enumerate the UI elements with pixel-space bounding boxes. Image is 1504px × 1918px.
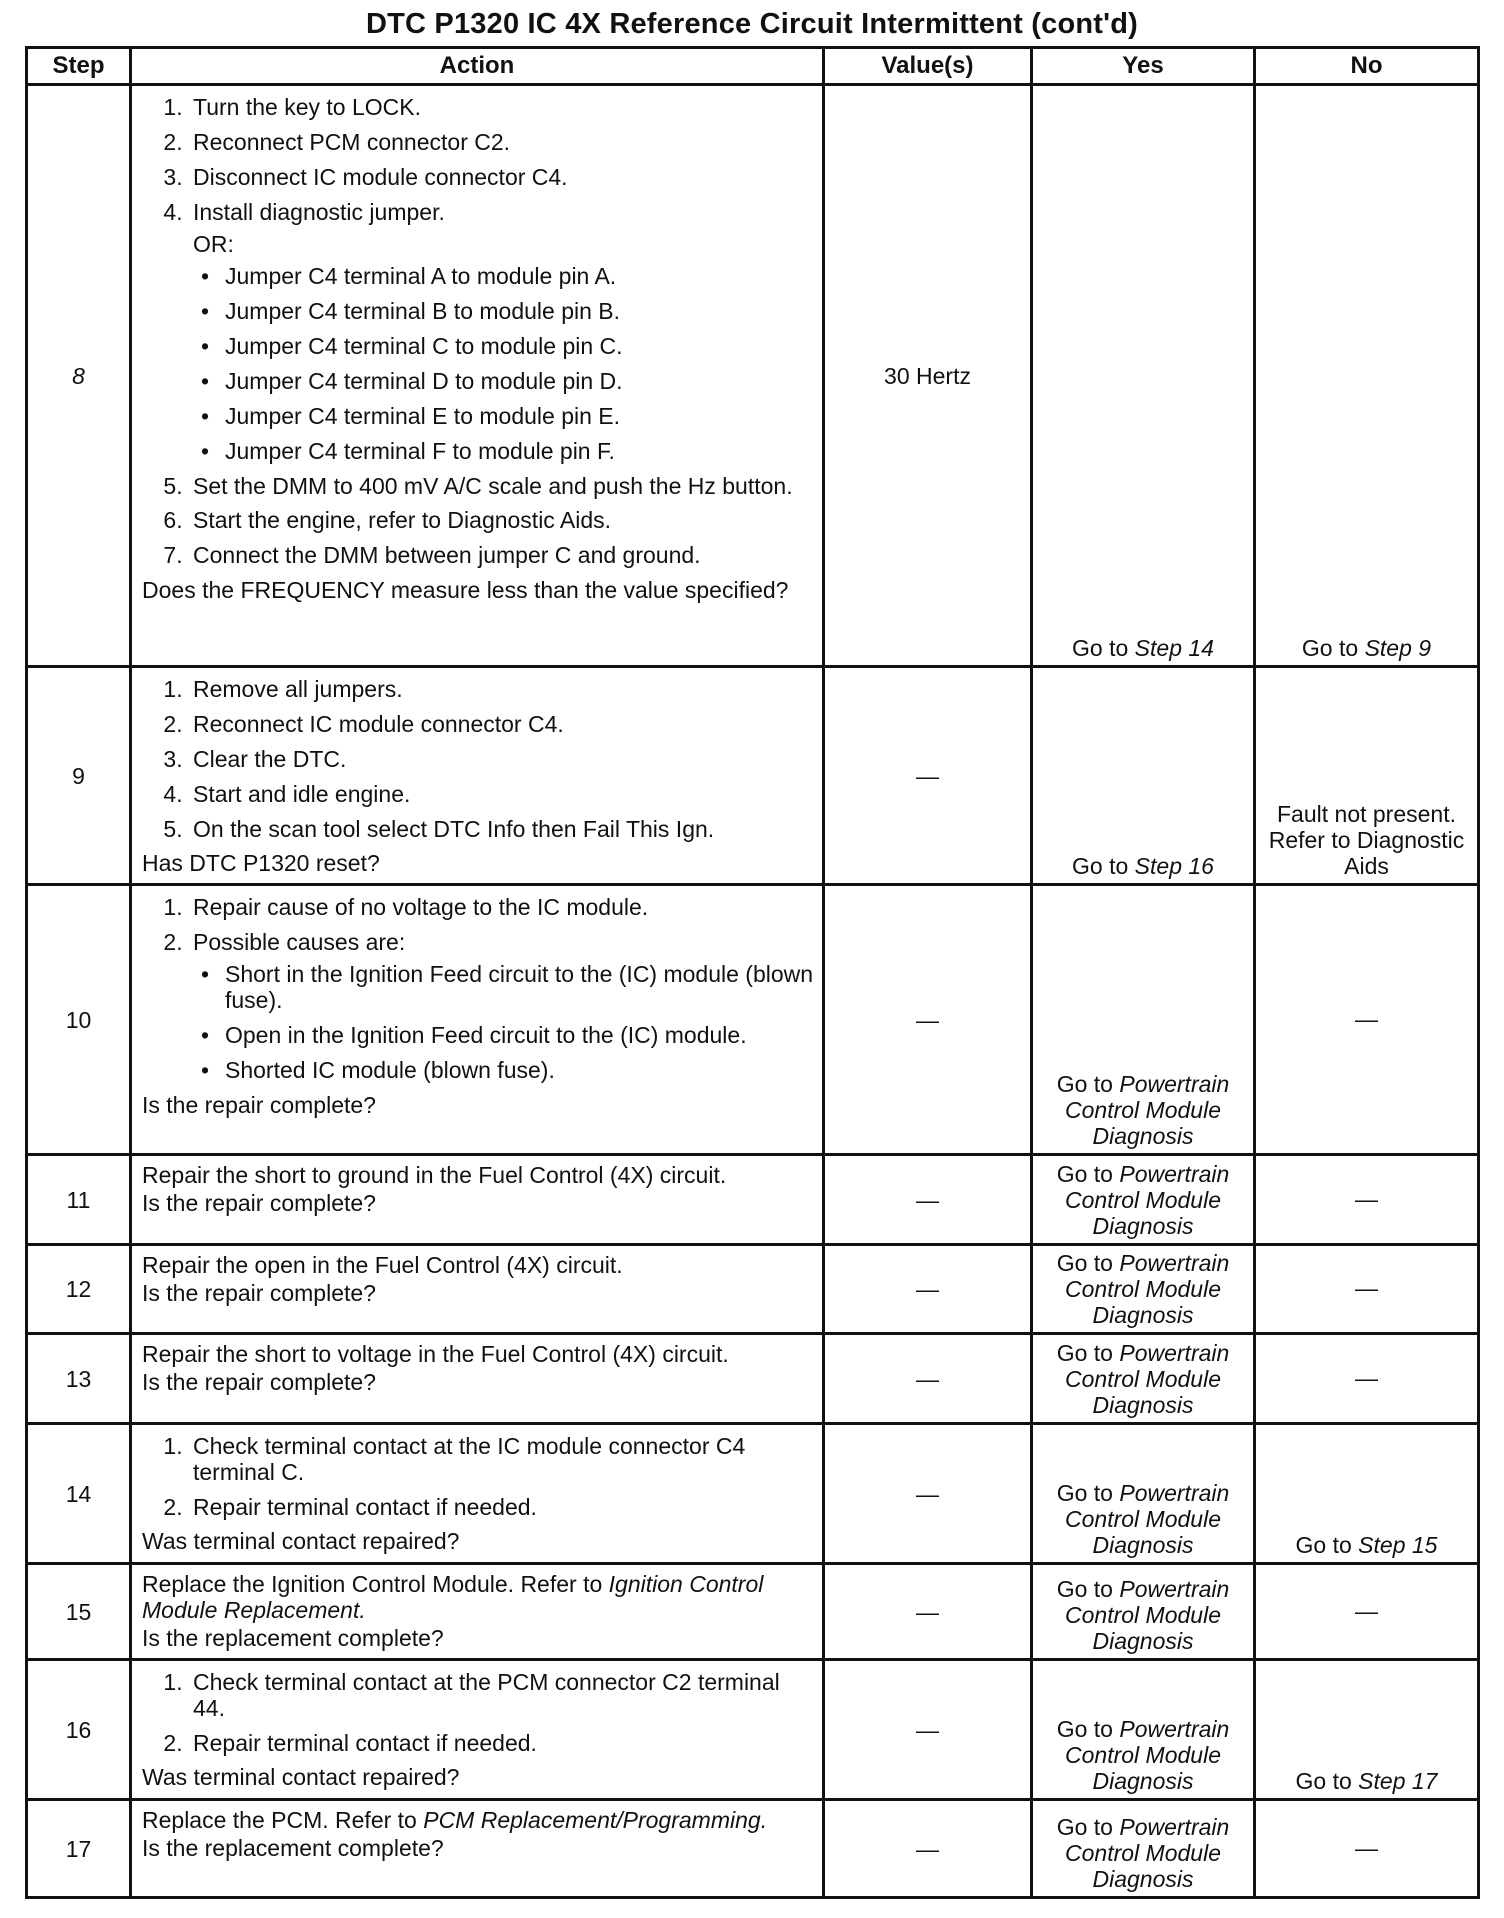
action-step: 2. Reconnect PCM connector C2. xyxy=(189,129,814,155)
question-text: Is the repair complete? xyxy=(142,1280,376,1306)
action-cell xyxy=(131,1155,824,1245)
module-diagnosis-link[interactable]: Powertrain Control Module Diagnosis xyxy=(1065,1340,1230,1418)
action-cell xyxy=(131,1660,824,1800)
action-step: 2. Repair terminal contact if needed. xyxy=(189,1494,814,1520)
yes-cell: Go to Powertrain Control Module Diagnosis xyxy=(1032,1424,1255,1564)
value-cell: — xyxy=(824,1660,1032,1800)
value-cell: — xyxy=(824,1245,1032,1334)
header-action: Action xyxy=(131,48,824,85)
action-text: Repair the open in the Fuel Control (4X) circuit. xyxy=(142,1252,623,1278)
or-label: OR: xyxy=(193,231,234,257)
value-cell: — xyxy=(824,1155,1032,1245)
replacement-link[interactable]: PCM Replacement/Programming. xyxy=(423,1807,768,1833)
table-row xyxy=(27,1424,1479,1564)
module-diagnosis-link[interactable]: Powertrain Control Module Diagnosis xyxy=(1065,1716,1230,1794)
table-row xyxy=(27,1564,1479,1660)
action-step: 2. Repair terminal contact if needed. xyxy=(189,1730,814,1756)
yes-cell: Go to Powertrain Control Module Diagnosis xyxy=(1032,1155,1255,1245)
value-cell: — xyxy=(824,1800,1032,1898)
action-step: 6. Start the engine, refer to Diagnostic Aids. xyxy=(189,507,814,533)
bullet-item: • Shorted IC module (blown fuse). xyxy=(225,1057,814,1083)
action-steps xyxy=(142,894,814,1083)
question-text: Is the repair complete? xyxy=(142,1092,376,1118)
yes-cell: Go to Powertrain Control Module Diagnosis xyxy=(1032,1245,1255,1334)
module-diagnosis-link[interactable]: Powertrain Control Module Diagnosis xyxy=(1065,1814,1230,1892)
table-row xyxy=(27,1800,1479,1898)
question-text: Was terminal contact repaired? xyxy=(142,1764,460,1790)
step-number: 14 xyxy=(27,1424,131,1564)
no-cell: — xyxy=(1255,1245,1479,1334)
yes-cell: Go to Step 14 xyxy=(1032,85,1255,667)
module-diagnosis-link[interactable]: Powertrain Control Module Diagnosis xyxy=(1065,1071,1230,1149)
action-cell xyxy=(131,667,824,885)
step-number: 13 xyxy=(27,1334,131,1424)
yes-cell: Go to Powertrain Control Module Diagnosis xyxy=(1032,1334,1255,1424)
no-cell: Go to Step 9 xyxy=(1255,85,1479,667)
action-step: 1. Remove all jumpers. xyxy=(189,676,814,702)
table-row xyxy=(27,85,1479,667)
action-steps xyxy=(142,676,814,842)
table-row xyxy=(27,1334,1479,1424)
value-cell: — xyxy=(824,667,1032,885)
action-step: 1. Repair cause of no voltage to the IC module. xyxy=(189,894,814,920)
value-cell: — xyxy=(824,885,1032,1155)
header-values: Value(s) xyxy=(824,48,1032,85)
table-row xyxy=(27,885,1479,1155)
step-number: 16 xyxy=(27,1660,131,1800)
bullet-item: • Jumper C4 terminal C to module pin C. xyxy=(225,333,814,359)
step-number: 15 xyxy=(27,1564,131,1660)
action-cell xyxy=(131,85,824,667)
no-cell: — xyxy=(1255,1155,1479,1245)
action-step: 2. Possible causes are: • Short in the Ignition Feed circuit to the (IC) module (blown fuse). • Open in the Ignition Feed circuit to the (IC) module. • Shorted IC module (blown fuse). xyxy=(189,929,814,1083)
yes-cell: Go to Powertrain Control Module Diagnosis xyxy=(1032,1660,1255,1800)
cause-list xyxy=(193,961,814,1083)
action-step: 3. Disconnect IC module connector C4. xyxy=(189,164,814,190)
action-text: Replace the Ignition Control Module. Refer to Ignition Control Module Replacement. xyxy=(142,1571,764,1623)
module-diagnosis-link[interactable]: Powertrain Control Module Diagnosis xyxy=(1065,1480,1230,1558)
yes-cell: Go to Step 16 xyxy=(1032,667,1255,885)
action-text: Replace the PCM. Refer to PCM Replacement/Programming. xyxy=(142,1807,768,1833)
table-row xyxy=(27,667,1479,885)
step-number: 8 xyxy=(27,85,131,667)
action-steps xyxy=(142,94,814,568)
question-text: Is the repair complete? xyxy=(142,1369,376,1395)
action-text: Repair the short to ground in the Fuel Control (4X) circuit. xyxy=(142,1162,727,1188)
no-cell: Go to Step 17 xyxy=(1255,1660,1479,1800)
question-text: Is the replacement complete? xyxy=(142,1835,444,1861)
step-number: 11 xyxy=(27,1155,131,1245)
value-cell: — xyxy=(824,1334,1032,1424)
header-step: Step xyxy=(27,48,131,85)
table-row xyxy=(27,1245,1479,1334)
action-cell xyxy=(131,1424,824,1564)
no-cell: — xyxy=(1255,1334,1479,1424)
step-number: 10 xyxy=(27,885,131,1155)
module-diagnosis-link[interactable]: Powertrain Control Module Diagnosis xyxy=(1065,1161,1230,1239)
jumper-list xyxy=(193,263,814,464)
no-cell: — xyxy=(1255,1564,1479,1660)
module-diagnosis-link[interactable]: Powertrain Control Module Diagnosis xyxy=(1065,1250,1230,1328)
bullet-item: • Open in the Ignition Feed circuit to the (IC) module. xyxy=(225,1022,814,1048)
no-cell: — xyxy=(1255,1800,1479,1898)
bullet-item: • Short in the Ignition Feed circuit to the (IC) module (blown fuse). xyxy=(225,961,814,1013)
step-link[interactable]: Step 16 xyxy=(1134,853,1214,879)
action-text: Repair the short to voltage in the Fuel Control (4X) circuit. xyxy=(142,1341,729,1367)
bullet-item: • Jumper C4 terminal D to module pin D. xyxy=(225,368,814,394)
bullet-item: • Jumper C4 terminal A to module pin A. xyxy=(225,263,814,289)
step-number: 12 xyxy=(27,1245,131,1334)
action-cell xyxy=(131,885,824,1155)
action-cell xyxy=(131,1800,824,1898)
step-link[interactable]: Step 15 xyxy=(1358,1532,1438,1558)
action-step: 1. Check terminal contact at the PCM connector C2 terminal 44. xyxy=(189,1669,814,1721)
action-step: 2. Reconnect IC module connector C4. xyxy=(189,711,814,737)
action-step: 1. Turn the key to LOCK. xyxy=(189,94,814,120)
question-text: Has DTC P1320 reset? xyxy=(142,850,380,876)
action-step: 4. Install diagnostic jumper. OR: • Jumper C4 terminal A to module pin A. • Jumper C4 terminal B to module pin B. • Jumper C4 terminal C to module pin C. • Jumper C4 terminal D to module pin D. • Jumper C4 terminal E to module pin E. • Jumper C4 terminal F to module pin F. xyxy=(189,199,814,464)
header-row xyxy=(27,48,1479,85)
value-cell: — xyxy=(824,1424,1032,1564)
no-cell: Fault not present. Refer to Diagnostic Aids xyxy=(1255,667,1479,885)
action-cell xyxy=(131,1245,824,1334)
question-text: Is the replacement complete? xyxy=(142,1625,444,1651)
bullet-item: • Jumper C4 terminal B to module pin B. xyxy=(225,298,814,324)
action-cell xyxy=(131,1334,824,1424)
no-cell: — xyxy=(1255,885,1479,1155)
action-step: 7. Connect the DMM between jumper C and ground. xyxy=(189,542,814,568)
no-cell: Go to Step 15 xyxy=(1255,1424,1479,1564)
question-text: Is the repair complete? xyxy=(142,1190,376,1216)
question-text: Was terminal contact repaired? xyxy=(142,1528,460,1554)
step-link[interactable]: Step 14 xyxy=(1134,635,1214,661)
action-steps xyxy=(142,1669,814,1756)
question-text: Does the FREQUENCY measure less than the value specified? xyxy=(142,577,789,603)
bullet-item: • Jumper C4 terminal F to module pin F. xyxy=(225,438,814,464)
diagnostic-table xyxy=(25,46,1480,1899)
header-no: No xyxy=(1255,48,1479,85)
module-diagnosis-link[interactable]: Powertrain Control Module Diagnosis xyxy=(1065,1576,1230,1654)
action-cell xyxy=(131,1564,824,1660)
page-title: DTC P1320 IC 4X Reference Circuit Intermittent (cont'd) xyxy=(365,8,1139,40)
replacement-link[interactable]: Ignition Control Module Replacement. xyxy=(142,1571,764,1623)
table-row xyxy=(27,1660,1479,1800)
header-yes: Yes xyxy=(1032,48,1255,85)
yes-cell: Go to Powertrain Control Module Diagnosis xyxy=(1032,885,1255,1155)
step-link[interactable]: Step 17 xyxy=(1358,1768,1438,1794)
action-step: 5. On the scan tool select DTC Info then Fail This Ign. xyxy=(189,816,814,842)
value-cell: 30 Hertz xyxy=(824,85,1032,667)
value-cell: — xyxy=(824,1564,1032,1660)
action-step: 4. Start and idle engine. xyxy=(189,781,814,807)
action-steps xyxy=(142,1433,814,1520)
yes-cell: Go to Powertrain Control Module Diagnosis xyxy=(1032,1800,1255,1898)
step-link[interactable]: Step 9 xyxy=(1364,635,1432,661)
step-number: 9 xyxy=(27,667,131,885)
bullet-item: • Jumper C4 terminal E to module pin E. xyxy=(225,403,814,429)
step-number: 17 xyxy=(27,1800,131,1898)
yes-cell: Go to Powertrain Control Module Diagnosis xyxy=(1032,1564,1255,1660)
action-step: 3. Clear the DTC. xyxy=(189,746,814,772)
table-row xyxy=(27,1155,1479,1245)
action-step: 1. Check terminal contact at the IC module connector C4 terminal C. xyxy=(189,1433,814,1485)
action-step: 5. Set the DMM to 400 mV A/C scale and push the Hz button. xyxy=(189,473,814,499)
